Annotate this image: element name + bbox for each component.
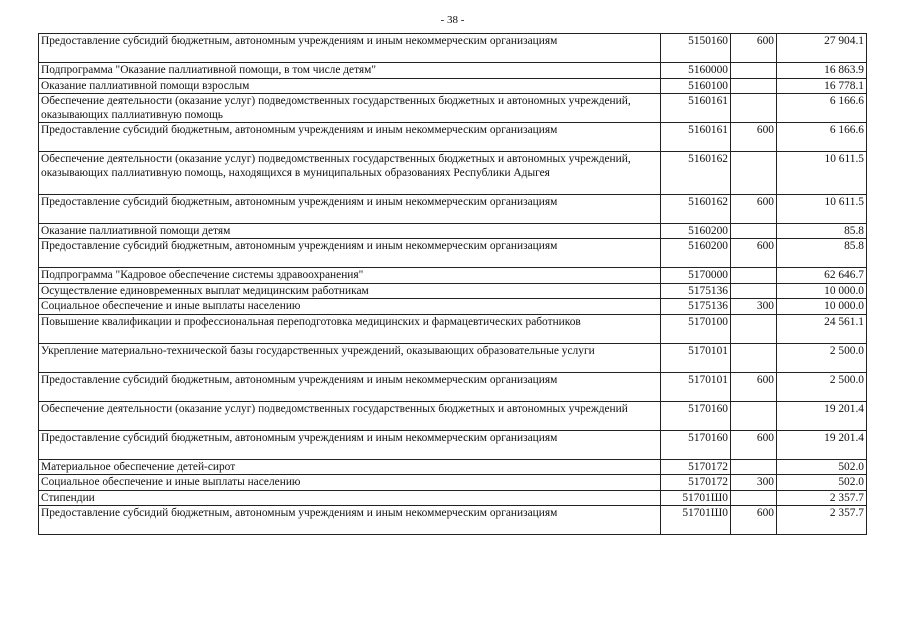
row-sum-cell: 6 166.6 [777, 123, 867, 152]
row-sum-cell: 10 611.5 [777, 152, 867, 195]
row-name-cell: Стипендии [39, 490, 661, 506]
row-sum-cell: 62 646.7 [777, 268, 867, 284]
table-row [39, 299, 867, 315]
row-name-cell: Предоставление субсидий бюджетным, автономным учреждениям и иным некоммерческим организациям [39, 430, 661, 459]
row-type-cell [731, 268, 777, 284]
table-row [39, 268, 867, 284]
table-row [39, 506, 867, 535]
row-sum-cell: 10 000.0 [777, 299, 867, 315]
row-type-cell [731, 343, 777, 372]
row-type-cell [731, 283, 777, 299]
row-code-cell: 5170101 [661, 343, 731, 372]
row-code-cell: 5175136 [661, 283, 731, 299]
row-code-cell: 5170172 [661, 459, 731, 475]
row-sum-cell: 10 611.5 [777, 194, 867, 223]
budget-table-body [39, 34, 867, 535]
row-code-cell: 5160100 [661, 78, 731, 94]
table-row [39, 223, 867, 239]
row-sum-cell: 85.8 [777, 223, 867, 239]
row-sum-cell: 85.8 [777, 239, 867, 268]
table-row [39, 430, 867, 459]
row-sum-cell: 502.0 [777, 459, 867, 475]
row-name-cell: Предоставление субсидий бюджетным, автономным учреждениям и иным некоммерческим организациям [39, 239, 661, 268]
row-type-cell: 300 [731, 475, 777, 491]
page-number: - 38 - [440, 14, 465, 26]
table-row [39, 401, 867, 430]
row-type-cell: 600 [731, 430, 777, 459]
row-code-cell: 5160162 [661, 194, 731, 223]
table-row [39, 78, 867, 94]
row-name-cell: Подпрограмма "Оказание паллиативной помощи, в том числе детям" [39, 63, 661, 79]
row-name-cell: Обеспечение деятельности (оказание услуг) подведомственных государственных бюджетных и автономных учреждений, оказывающих паллиативную помощь, находящихся в муниципальных образованиях Республики Адыгея [39, 152, 661, 195]
row-type-cell [731, 314, 777, 343]
row-name-cell: Предоставление субсидий бюджетным, автономным учреждениям и иным некоммерческим организациям [39, 506, 661, 535]
row-code-cell: 5170172 [661, 475, 731, 491]
table-row [39, 283, 867, 299]
table-row [39, 343, 867, 372]
row-sum-cell: 19 201.4 [777, 401, 867, 430]
row-sum-cell: 10 000.0 [777, 283, 867, 299]
row-code-cell: 5170101 [661, 372, 731, 401]
row-code-cell: 5160000 [661, 63, 731, 79]
row-name-cell: Социальное обеспечение и иные выплаты населению [39, 475, 661, 491]
row-sum-cell: 6 166.6 [777, 94, 867, 123]
table-row [39, 372, 867, 401]
row-type-cell [731, 459, 777, 475]
row-sum-cell: 2 500.0 [777, 343, 867, 372]
row-sum-cell: 19 201.4 [777, 430, 867, 459]
row-type-cell [731, 152, 777, 195]
row-name-cell: Предоставление субсидий бюджетным, автономным учреждениям и иным некоммерческим организациям [39, 372, 661, 401]
row-sum-cell: 16 778.1 [777, 78, 867, 94]
row-sum-cell: 2 357.7 [777, 506, 867, 535]
row-type-cell [731, 223, 777, 239]
row-name-cell: Предоставление субсидий бюджетным, автономным учреждениям и иным некоммерческим организациям [39, 194, 661, 223]
row-code-cell: 5170160 [661, 401, 731, 430]
table-row [39, 34, 867, 63]
row-name-cell: Подпрограмма "Кадровое обеспечение системы здравоохранения" [39, 268, 661, 284]
row-name-cell: Обеспечение деятельности (оказание услуг) подведомственных государственных бюджетных и автономных учреждений [39, 401, 661, 430]
row-code-cell: 5170100 [661, 314, 731, 343]
row-type-cell: 300 [731, 299, 777, 315]
row-type-cell: 600 [731, 34, 777, 63]
row-sum-cell: 24 561.1 [777, 314, 867, 343]
row-type-cell [731, 94, 777, 123]
row-name-cell: Социальное обеспечение и иные выплаты населению [39, 299, 661, 315]
table-row [39, 459, 867, 475]
row-sum-cell: 2 500.0 [777, 372, 867, 401]
row-name-cell: Осуществление единовременных выплат медицинским работникам [39, 283, 661, 299]
row-type-cell: 600 [731, 194, 777, 223]
row-type-cell: 600 [731, 372, 777, 401]
table-row [39, 239, 867, 268]
table-row [39, 314, 867, 343]
table-row [39, 94, 867, 123]
row-sum-cell: 502.0 [777, 475, 867, 491]
row-type-cell [731, 63, 777, 79]
row-code-cell: 5170160 [661, 430, 731, 459]
table-row [39, 123, 867, 152]
table-row [39, 475, 867, 491]
row-code-cell: 5175136 [661, 299, 731, 315]
row-code-cell: 5160200 [661, 223, 731, 239]
row-name-cell: Оказание паллиативной помощи детям [39, 223, 661, 239]
table-row [39, 63, 867, 79]
row-code-cell: 5150160 [661, 34, 731, 63]
row-code-cell: 51701Ш0 [661, 490, 731, 506]
row-name-cell: Повышение квалификации и профессиональная переподготовка медицинских и фармацевтических работников [39, 314, 661, 343]
row-type-cell [731, 490, 777, 506]
row-type-cell [731, 401, 777, 430]
row-sum-cell: 27 904.1 [777, 34, 867, 63]
row-name-cell: Оказание паллиативной помощи взрослым [39, 78, 661, 94]
row-name-cell: Материальное обеспечение детей-сирот [39, 459, 661, 475]
table-row [39, 152, 867, 195]
row-name-cell: Обеспечение деятельности (оказание услуг) подведомственных государственных бюджетных и автономных учреждений, оказывающих паллиативную помощь [39, 94, 661, 123]
row-sum-cell: 2 357.7 [777, 490, 867, 506]
budget-table [38, 33, 867, 535]
row-name-cell: Предоставление субсидий бюджетным, автономным учреждениям и иным некоммерческим организациям [39, 123, 661, 152]
row-code-cell: 5160162 [661, 152, 731, 195]
row-type-cell: 600 [731, 123, 777, 152]
row-type-cell: 600 [731, 506, 777, 535]
row-code-cell: 5160161 [661, 94, 731, 123]
table-row [39, 490, 867, 506]
row-name-cell: Укрепление материально-технической базы государственных учреждений, оказывающих образовательные услуги [39, 343, 661, 372]
row-code-cell: 5160200 [661, 239, 731, 268]
table-row [39, 194, 867, 223]
row-name-cell: Предоставление субсидий бюджетным, автономным учреждениям и иным некоммерческим организациям [39, 34, 661, 63]
row-code-cell: 5160161 [661, 123, 731, 152]
row-type-cell: 600 [731, 239, 777, 268]
row-code-cell: 51701Ш0 [661, 506, 731, 535]
row-type-cell [731, 78, 777, 94]
row-code-cell: 5170000 [661, 268, 731, 284]
row-sum-cell: 16 863.9 [777, 63, 867, 79]
